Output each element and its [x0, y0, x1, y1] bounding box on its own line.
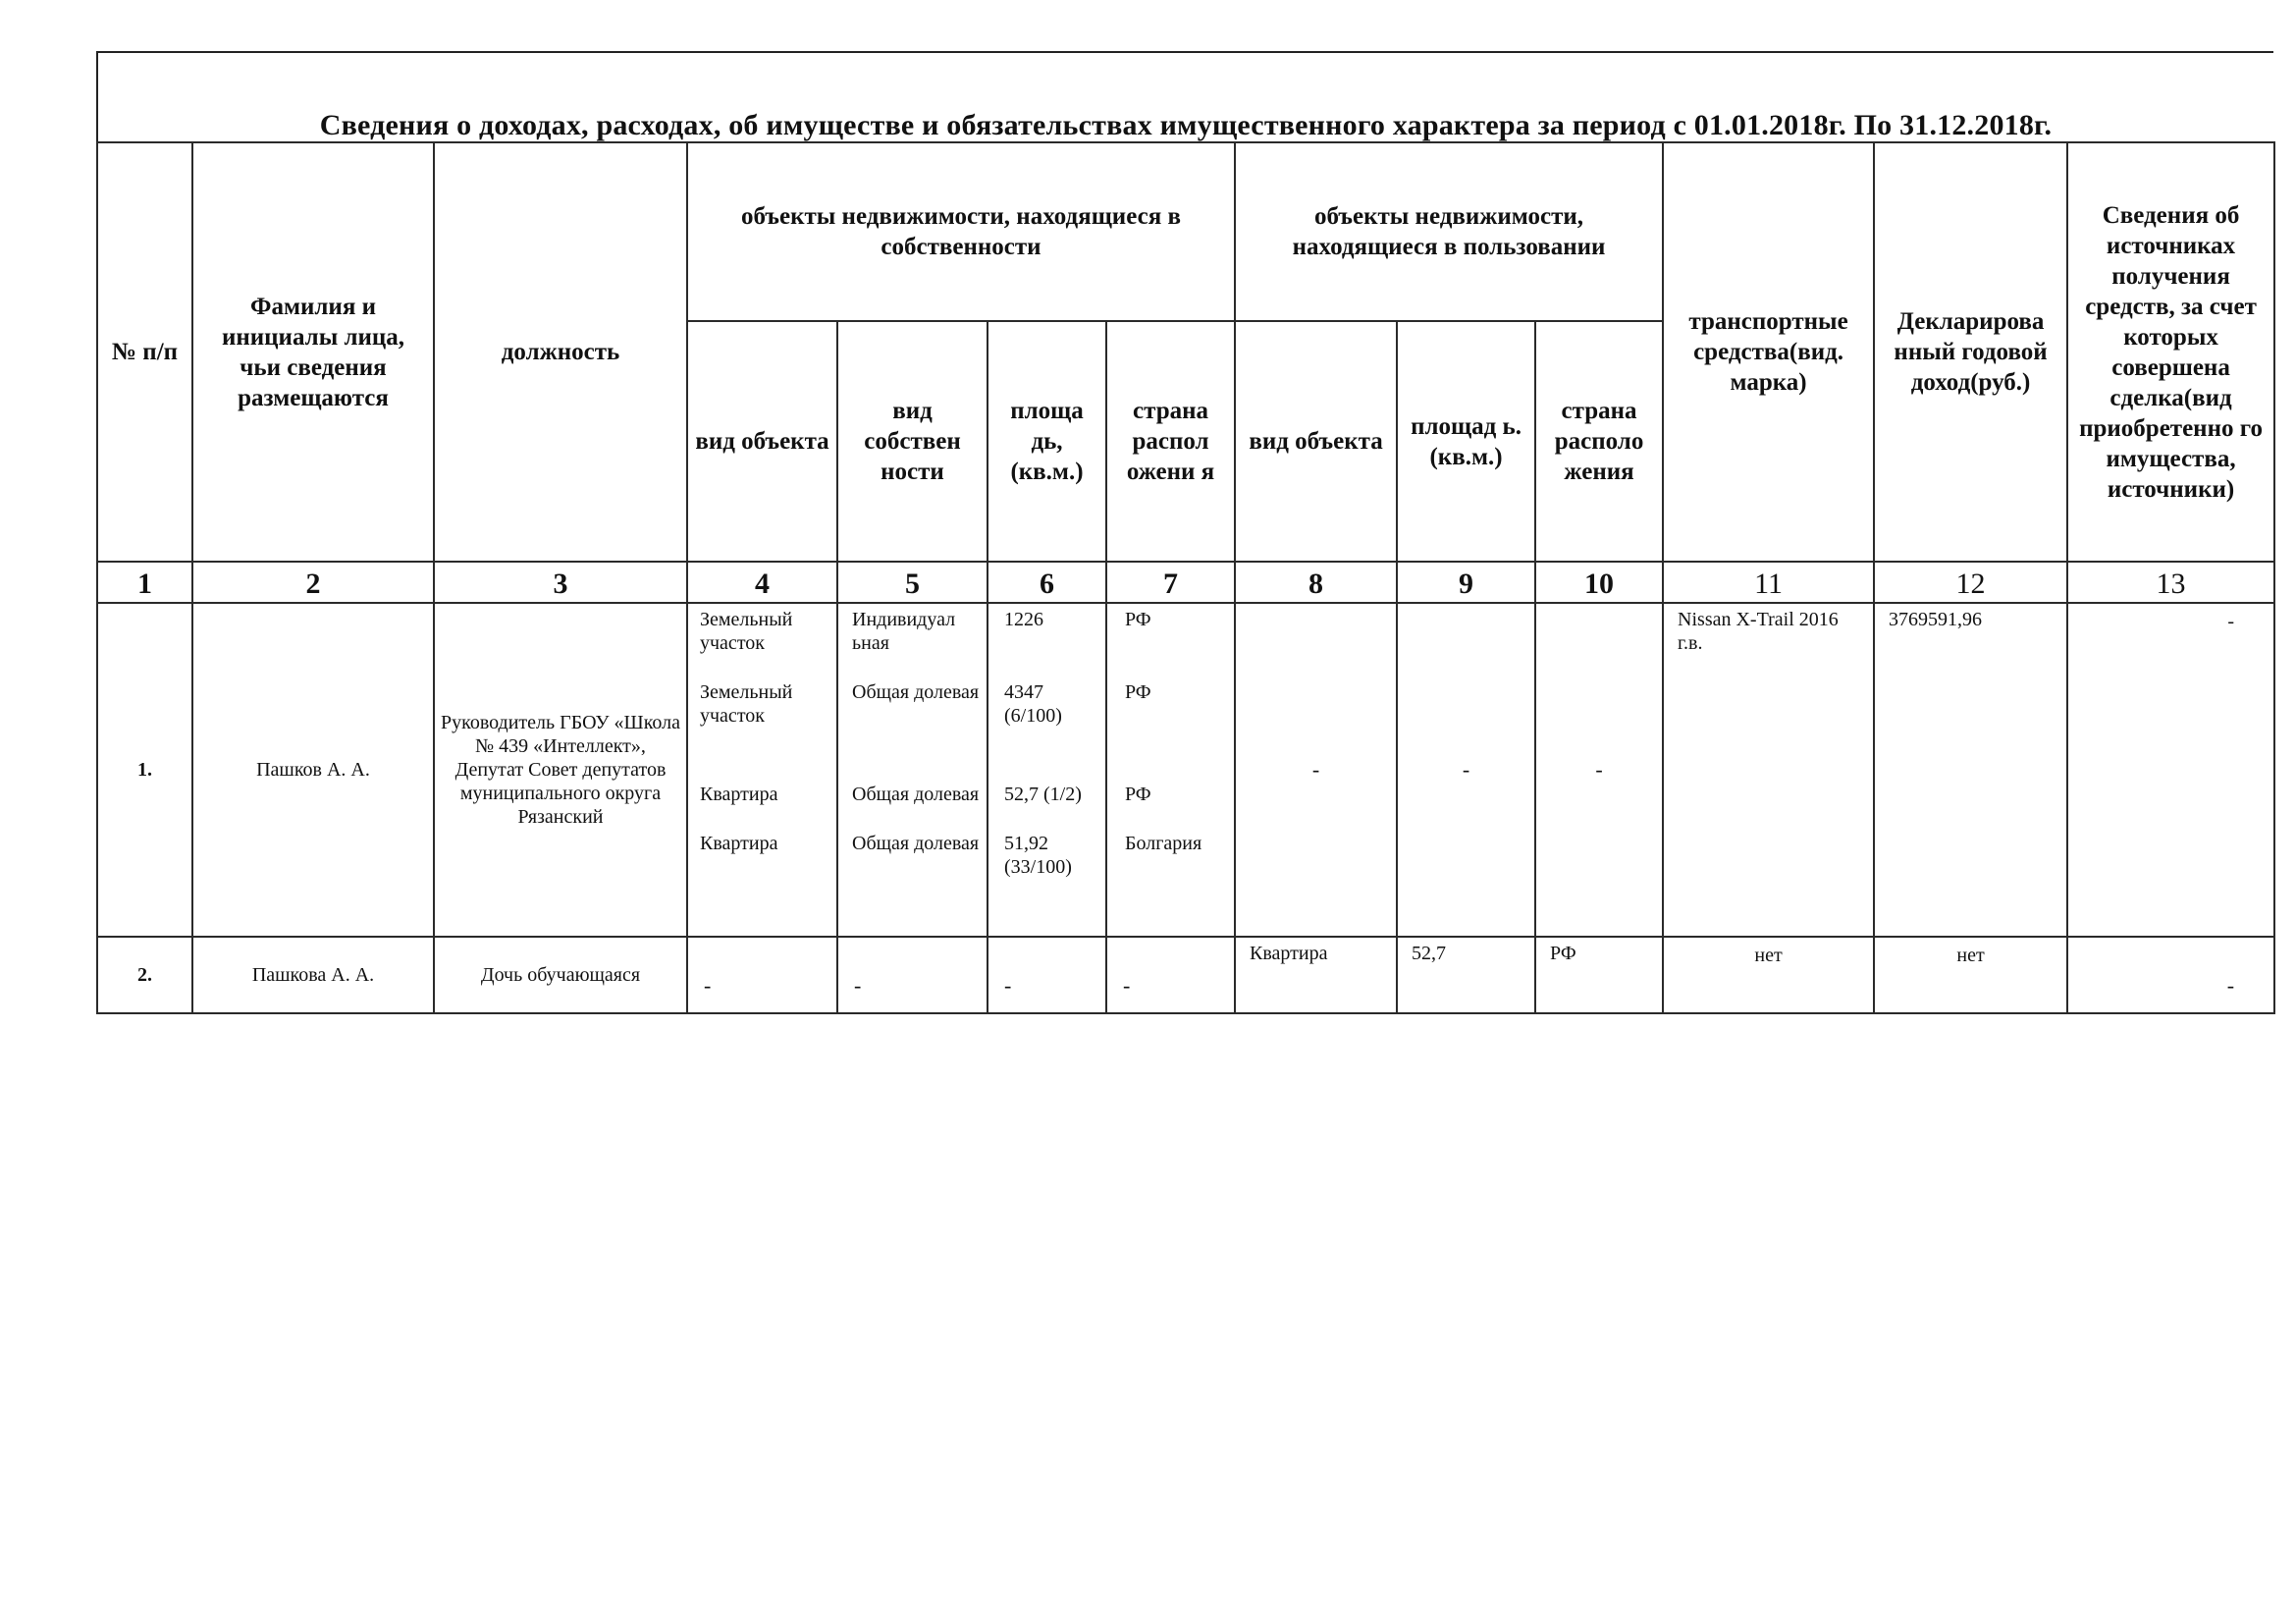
row-name: Пашкова А. А. — [192, 937, 434, 1013]
header-owned-type: вид объекта — [687, 321, 837, 562]
column-number: 13 — [2067, 562, 2274, 603]
column-number: 4 — [687, 562, 837, 603]
owned-area: 52,7 (1/2) — [1004, 784, 1082, 805]
row-position: Руководитель ГБОУ «Школа № 439 «Интеллект», Депутат Совет депутатов муниципального округа Рязанский — [434, 603, 687, 937]
table-row — [97, 603, 2274, 937]
row-num: 2. — [97, 937, 192, 1013]
row-num: 1. — [97, 603, 192, 937]
owned-ownership: - — [837, 937, 988, 1013]
owned-area: 51,92 (33/100) — [1004, 833, 1072, 878]
sources: - — [2067, 937, 2274, 1013]
used-area: 52,7 — [1397, 937, 1535, 1013]
income: 3769591,96 — [1874, 603, 2067, 937]
owned-ownership: Общая долевая — [852, 784, 980, 805]
document-title: Сведения о доходах, расходах, об имуществе и обязательствах имущественного характера за период с 01.01.2018г. По 31.12.2018г. — [96, 53, 2273, 141]
column-number: 6 — [988, 562, 1106, 603]
column-number: 7 — [1106, 562, 1235, 603]
owned-area: - — [988, 937, 1106, 1013]
owned-type: Квартира — [700, 833, 778, 854]
vehicles: Nissan X-Trail 2016 г.в. — [1663, 603, 1874, 937]
header-sources: Сведения об источниках получения средств, за счет которых совершена сделка(вид приобретенно го имущества, источники) — [2067, 142, 2274, 562]
owned-country: - — [1106, 937, 1235, 1013]
header-position: должность — [434, 142, 687, 562]
column-number: 3 — [434, 562, 687, 603]
owned-country: Болгария — [1125, 833, 1202, 854]
column-number: 1 — [97, 562, 192, 603]
column-number: 2 — [192, 562, 434, 603]
header-owned-ownership: вид собствен ности — [837, 321, 988, 562]
used-area: - — [1397, 603, 1535, 937]
owned-ownership-cell — [837, 603, 988, 937]
header-used-type: вид объекта — [1235, 321, 1397, 562]
row-name: Пашков А. А. — [192, 603, 434, 937]
header-used-area: площад ь. (кв.м.) — [1397, 321, 1535, 562]
header-used-group: объекты недвижимости, находящиеся в пользовании — [1235, 142, 1663, 321]
sources: - — [2067, 603, 2274, 937]
column-number: 5 — [837, 562, 988, 603]
owned-area: 4347 (6/100) — [1004, 681, 1062, 727]
header-owned-group: объекты недвижимости, находящиеся в собственности — [687, 142, 1235, 321]
owned-type-cell — [687, 603, 837, 937]
column-number: 10 — [1535, 562, 1663, 603]
column-numbers-row — [97, 562, 2274, 603]
column-number: 9 — [1397, 562, 1535, 603]
owned-ownership: Индивидуал ьная — [852, 609, 956, 654]
owned-country-cell — [1106, 603, 1235, 937]
declaration-document — [96, 51, 2273, 1014]
header-owned-country: страна распол ожени я — [1106, 321, 1235, 562]
owned-type: - — [687, 937, 837, 1013]
owned-ownership: Общая долевая — [852, 681, 980, 703]
header-row-1 — [97, 142, 2274, 321]
owned-ownership: Общая долевая — [852, 833, 980, 854]
used-country: РФ — [1535, 937, 1663, 1013]
used-type: Квартира — [1235, 937, 1397, 1013]
owned-area-cell — [988, 603, 1106, 937]
owned-country: РФ — [1125, 681, 1151, 703]
header-name: Фамилия и инициалы лица, чьи сведения размещаются — [192, 142, 434, 562]
income: нет — [1874, 937, 2067, 1013]
column-number: 11 — [1663, 562, 1874, 603]
owned-country: РФ — [1125, 609, 1151, 630]
table-row — [97, 937, 2274, 1013]
header-used-country: страна располо жения — [1535, 321, 1663, 562]
column-number: 12 — [1874, 562, 2067, 603]
header-num: № п/п — [97, 142, 192, 562]
column-number: 8 — [1235, 562, 1397, 603]
declaration-table — [96, 141, 2275, 1014]
used-type: - — [1235, 603, 1397, 937]
header-owned-area: площа дь, (кв.м.) — [988, 321, 1106, 562]
owned-type: Квартира — [700, 784, 778, 805]
owned-type: Земельный участок — [700, 681, 793, 727]
owned-area: 1226 — [1004, 609, 1043, 630]
vehicles: нет — [1663, 937, 1874, 1013]
owned-type: Земельный участок — [700, 609, 793, 654]
used-country: - — [1535, 603, 1663, 937]
header-income: Декларирова нный годовой доход(руб.) — [1874, 142, 2067, 562]
header-vehicles: транспортные средства(вид. марка) — [1663, 142, 1874, 562]
owned-country: РФ — [1125, 784, 1151, 805]
row-position: Дочь обучающаяся — [434, 937, 687, 1013]
